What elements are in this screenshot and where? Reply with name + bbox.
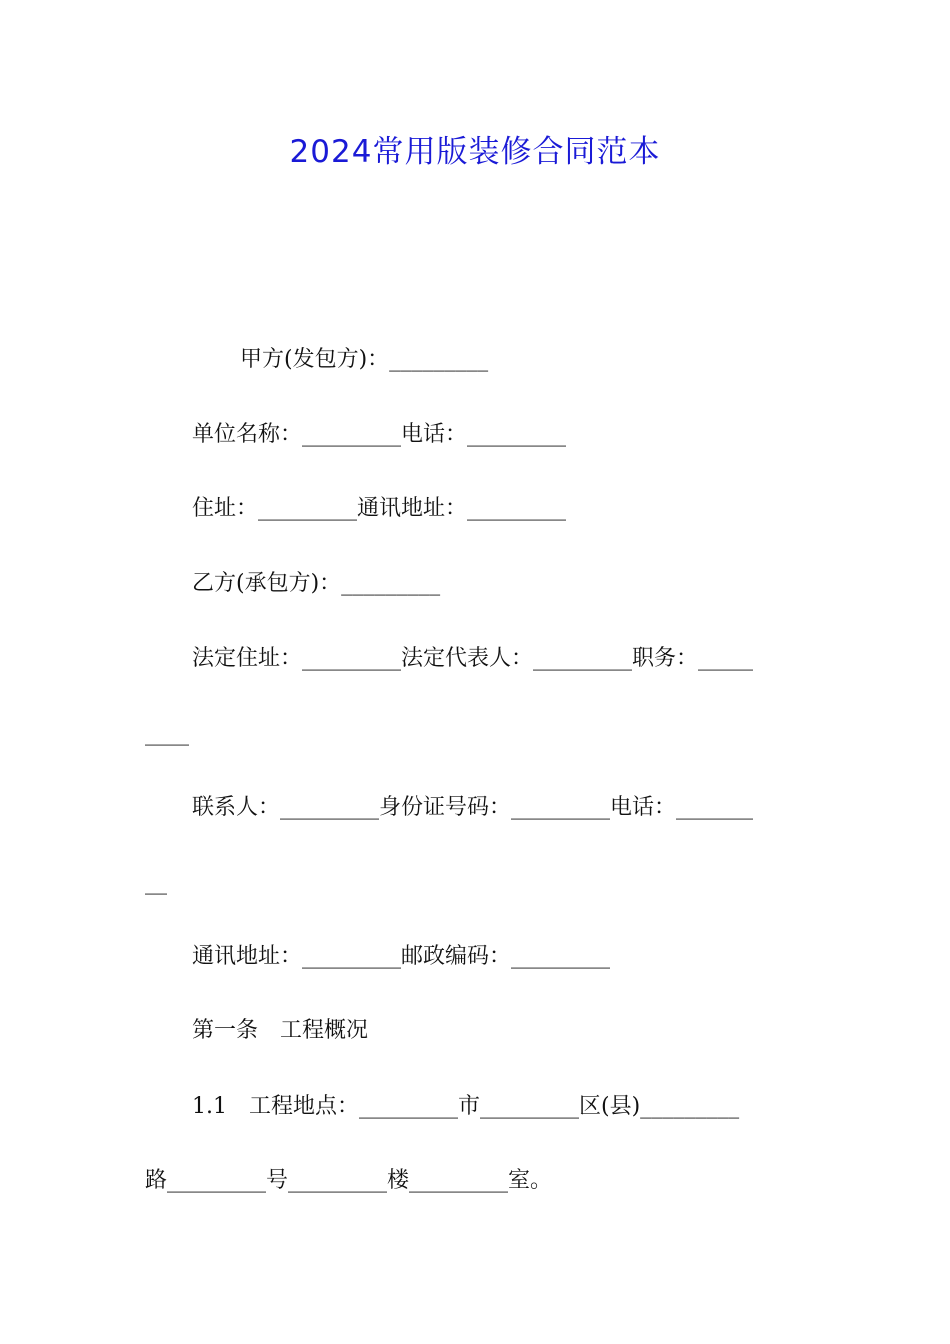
article-one-heading: 第一条 工程概况 xyxy=(192,1018,369,1043)
unit-name-phone-line: 单位名称：_________电话：_________ xyxy=(192,422,567,447)
mailing-address-line: 通讯地址：_________邮政编码：_________ xyxy=(192,944,611,969)
party-b-line: 乙方(承包方)：_________ xyxy=(192,571,441,596)
project-location-continuation: 路_________号_________楼_________室。 xyxy=(145,1168,553,1193)
legal-address-continuation: ____ xyxy=(145,721,189,746)
party-a-line: 甲方(发包方)：_________ xyxy=(240,347,489,372)
address-line: 住址：_________通讯地址：_________ xyxy=(192,496,567,521)
contact-line: 联系人：_________身份证号码：_________电话：_______ xyxy=(192,795,754,820)
document-title: 2024常用版装修合同范本 xyxy=(289,134,661,170)
legal-address-line: 法定住址：_________法定代表人：_________职务：_____ xyxy=(192,646,754,671)
project-location-line: 1.1 工程地点：_________市_________区(县)_________ xyxy=(192,1094,740,1119)
contact-continuation: __ xyxy=(145,870,167,895)
